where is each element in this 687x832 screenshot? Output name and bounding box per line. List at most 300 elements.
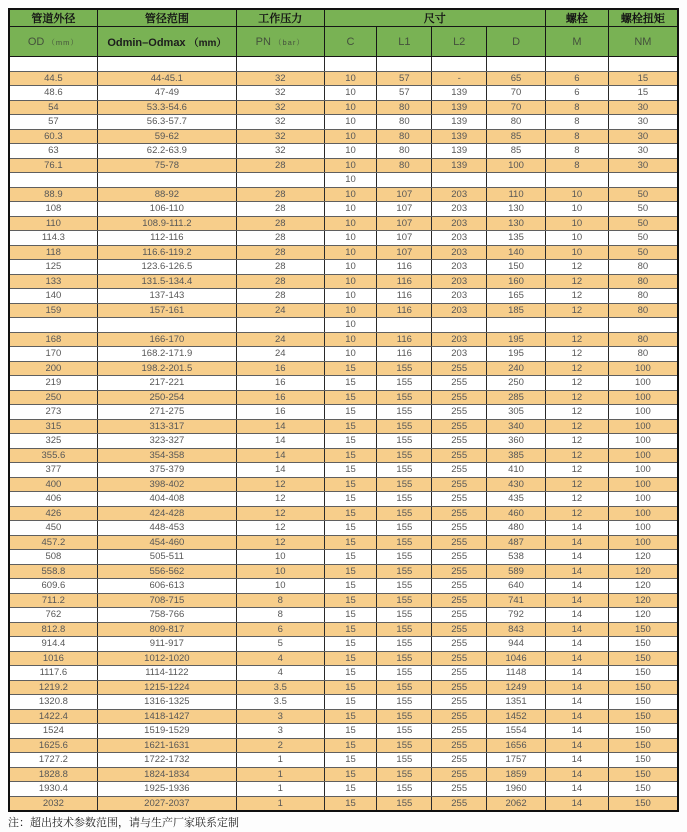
col-unit: （mm） [188,38,227,49]
table-cell: 426 [9,506,97,521]
table-cell: 155 [377,492,432,507]
table-cell: 100 [608,492,678,507]
table-row [9,550,678,565]
table-cell: 70 [487,86,546,101]
table-cell: 14 [545,767,608,782]
table-cell: 12 [545,376,608,391]
table-cell: 3 [236,724,324,739]
table-cell: 2027-2037 [97,796,236,811]
table-cell: 15 [324,448,377,463]
table-row [9,419,678,434]
table-cell [432,57,487,72]
table-cell: 155 [377,506,432,521]
table-cell: 150 [608,782,678,797]
table-cell [432,318,487,333]
table-cell: 12 [545,506,608,521]
table-cell: 44.5 [9,71,97,86]
table-cell: 12 [545,419,608,434]
table-cell: 6 [545,86,608,101]
table-cell: 85 [487,144,546,159]
table-cell: 10 [324,318,377,333]
table-cell: 140 [487,245,546,260]
table-cell: 457.2 [9,535,97,550]
col-label: Odmin–Odmax [107,37,186,49]
table-cell: 50 [608,231,678,246]
table-cell: 406 [9,492,97,507]
table-cell: 88.9 [9,187,97,202]
table-cell: 150 [608,680,678,695]
table-cell: 24 [236,303,324,318]
table-cell: 12 [545,463,608,478]
table-cell [97,173,236,188]
table-cell: 1519-1529 [97,724,236,739]
table-cell: 155 [377,521,432,536]
table-cell: 30 [608,144,678,159]
table-cell: 30 [608,129,678,144]
table-cell: 135 [487,231,546,246]
table-cell: 10 [324,216,377,231]
table-cell: 14 [545,593,608,608]
col-header-odmin-odmax [97,27,236,57]
table-cell: 255 [432,521,487,536]
table-row [9,57,678,72]
table-cell: 14 [545,782,608,797]
table-cell: 812.8 [9,622,97,637]
table-cell: 100 [608,521,678,536]
table-cell: 200 [9,361,97,376]
table-row [9,564,678,579]
table-cell: 10 [324,274,377,289]
table-cell: 116 [377,303,432,318]
table-cell: 185 [487,303,546,318]
table-cell: 100 [608,448,678,463]
table-cell: 430 [487,477,546,492]
table-cell: 100 [487,158,546,173]
table-cell: 150 [608,651,678,666]
table-cell [487,173,546,188]
table-cell: 159 [9,303,97,318]
table-cell: 10 [324,144,377,159]
table-cell: 203 [432,260,487,275]
table-cell: 911-917 [97,637,236,652]
table-cell: 150 [487,260,546,275]
table-cell: 116.6-119.2 [97,245,236,260]
table-row [9,608,678,623]
table-cell: 219 [9,376,97,391]
table-cell: 255 [432,622,487,637]
table-cell: 10 [545,216,608,231]
table-cell: 155 [377,695,432,710]
table-cell: 24 [236,347,324,362]
table-cell: 150 [608,709,678,724]
table-cell: 255 [432,608,487,623]
header-group-bolt: 螺栓 [545,9,608,27]
table-cell: 1418-1427 [97,709,236,724]
table-cell: 139 [432,129,487,144]
table-row [9,405,678,420]
table-cell: 10 [545,231,608,246]
table-cell: 250-254 [97,390,236,405]
table-cell: 606-613 [97,579,236,594]
table-cell: 155 [377,796,432,811]
col-header-c [324,27,377,57]
table-cell: 1422.4 [9,709,97,724]
table-cell: 16 [236,376,324,391]
table-cell: 398-402 [97,477,236,492]
table-cell: 15 [324,405,377,420]
table-cell: 75-78 [97,158,236,173]
table-cell: 15 [324,521,377,536]
table-cell: 10 [236,550,324,565]
table-cell: 6 [545,71,608,86]
table-cell: 100 [608,419,678,434]
table-cell: 2032 [9,796,97,811]
table-cell: 15 [324,680,377,695]
table-cell: 80 [377,158,432,173]
table-cell: 14 [236,448,324,463]
table-cell: 255 [432,767,487,782]
table-cell: 139 [432,100,487,115]
table-cell: 15 [324,695,377,710]
table-cell: 15 [324,724,377,739]
table-cell: 1960 [487,782,546,797]
table-row [9,695,678,710]
table-cell: 16 [236,361,324,376]
table-cell: 255 [432,651,487,666]
header-group-working-pressure: 工作压力 [236,9,324,27]
table-cell: 460 [487,506,546,521]
table-cell: 28 [236,187,324,202]
table-row [9,593,678,608]
table-cell [236,57,324,72]
table-cell: 323-327 [97,434,236,449]
table-cell: 10 [324,173,377,188]
table-cell: 155 [377,651,432,666]
table-cell: 155 [377,434,432,449]
table-cell: 10 [545,202,608,217]
table-cell: 8 [545,129,608,144]
table-row [9,492,678,507]
table-cell: 150 [608,637,678,652]
table-cell: 100 [608,405,678,420]
table-row [9,463,678,478]
col-header-m [545,27,608,57]
table-cell: 313-317 [97,419,236,434]
table-cell: 155 [377,579,432,594]
table-cell: 1930.4 [9,782,97,797]
table-cell: 203 [432,332,487,347]
table-cell: 609.6 [9,579,97,594]
table-cell: 4 [236,666,324,681]
table-cell: 14 [545,709,608,724]
table-cell: 10 [324,86,377,101]
table-cell: 80 [377,144,432,159]
table-cell: 155 [377,419,432,434]
table-row [9,274,678,289]
table-cell: 12 [545,492,608,507]
table-cell: 30 [608,115,678,130]
table-cell: 155 [377,724,432,739]
table-cell: 53.3-54.6 [97,100,236,115]
table-cell: 325 [9,434,97,449]
table-cell: 107 [377,187,432,202]
table-cell: 12 [236,521,324,536]
table-cell: 155 [377,767,432,782]
table-row [9,521,678,536]
table-cell: 112-116 [97,231,236,246]
table-cell: 12 [545,332,608,347]
table-cell: 792 [487,608,546,623]
table-cell: - [432,71,487,86]
table-row [9,260,678,275]
table-cell: 120 [608,564,678,579]
col-label: M [572,35,582,48]
table-cell: 80 [608,332,678,347]
table-row [9,666,678,681]
table-cell: 32 [236,115,324,130]
table-row [9,158,678,173]
col-label: D [512,35,521,48]
table-cell: 155 [377,680,432,695]
table-cell: 1 [236,753,324,768]
table-cell: 556-562 [97,564,236,579]
table-cell: 14 [545,695,608,710]
table-cell: 8 [236,593,324,608]
table-cell: 255 [432,796,487,811]
table-cell: 255 [432,724,487,739]
table-cell: 12 [545,303,608,318]
table-cell: 8 [545,100,608,115]
table-cell: 944 [487,637,546,652]
table-cell: 155 [377,622,432,637]
table-row [9,477,678,492]
table-cell: 57 [377,71,432,86]
table-cell: 116 [377,347,432,362]
table-cell: 217-221 [97,376,236,391]
table-cell: 454-460 [97,535,236,550]
table-cell: 195 [487,347,546,362]
table-cell: 203 [432,245,487,260]
table-cell: 538 [487,550,546,565]
table-cell: 273 [9,405,97,420]
table-cell: 100 [608,376,678,391]
table-cell: 116 [377,289,432,304]
table-cell: 255 [432,709,487,724]
table-cell: 10 [324,245,377,260]
table-cell: 8 [236,608,324,623]
col-label: L2 [453,35,466,48]
table-cell: 10 [324,71,377,86]
table-cell: 250 [9,390,97,405]
table-cell: 155 [377,564,432,579]
table-cell: 1828.8 [9,767,97,782]
table-cell: 450 [9,521,97,536]
table-cell: 809-817 [97,622,236,637]
table-cell: 155 [377,550,432,565]
table-cell: 100 [608,434,678,449]
table-cell: 15 [324,579,377,594]
table-cell: 340 [487,419,546,434]
table-cell: 155 [377,390,432,405]
table-cell: 8 [545,158,608,173]
table-cell: 15 [324,666,377,681]
table-cell: 28 [236,245,324,260]
table-cell: 28 [236,216,324,231]
table-cell: 130 [487,216,546,231]
table-cell: 12 [545,448,608,463]
table-cell: 1148 [487,666,546,681]
table-cell: 198.2-201.5 [97,361,236,376]
table-cell: 195 [487,332,546,347]
table-cell: 1215-1224 [97,680,236,695]
table-cell: 14 [545,550,608,565]
table-cell: 155 [377,405,432,420]
table-row [9,579,678,594]
table-cell: 15 [324,709,377,724]
table-cell: 1 [236,796,324,811]
table-cell: 24 [236,332,324,347]
table-cell: 150 [608,724,678,739]
table-cell [9,173,97,188]
table-row [9,245,678,260]
table-cell: 107 [377,216,432,231]
table-row [9,767,678,782]
table-row [9,332,678,347]
table-cell: 15 [324,361,377,376]
table-cell [608,57,678,72]
table-cell: 107 [377,231,432,246]
col-unit: （bar） [274,37,305,47]
col-label: OD [27,35,45,48]
table-cell: 14 [545,680,608,695]
table-cell [487,318,546,333]
table-cell: 150 [608,666,678,681]
table-row [9,347,678,362]
table-cell: 14 [236,463,324,478]
table-cell: 1320.8 [9,695,97,710]
table-cell: 118 [9,245,97,260]
table-cell: 255 [432,419,487,434]
table-cell: 85 [487,129,546,144]
table-cell: 116 [377,260,432,275]
table-cell: 1859 [487,767,546,782]
table-cell: 12 [545,477,608,492]
table-cell: 50 [608,245,678,260]
table-cell: 12 [545,390,608,405]
col-header-d [487,27,546,57]
table-cell: 8 [545,115,608,130]
table-cell: 255 [432,564,487,579]
table-cell: 487 [487,535,546,550]
table-cell: 15 [324,622,377,637]
table-cell: 65 [487,71,546,86]
table-cell: 100 [608,506,678,521]
table-cell: 155 [377,738,432,753]
table-cell: 1 [236,767,324,782]
table-cell: 255 [432,782,487,797]
table-cell: 255 [432,361,487,376]
table-cell: 155 [377,463,432,478]
table-cell [545,173,608,188]
table-cell: 15 [608,86,678,101]
table-cell: 15 [324,593,377,608]
table-cell: 10 [324,129,377,144]
table-cell: 15 [324,492,377,507]
table-cell: 80 [608,303,678,318]
table-cell: 14 [545,579,608,594]
table-cell: 155 [377,782,432,797]
table-cell: 1452 [487,709,546,724]
table-cell: 150 [608,738,678,753]
table-cell: 255 [432,492,487,507]
table-cell: 100 [608,361,678,376]
col-unit: （mm） [47,37,79,47]
table-cell: 1621-1631 [97,738,236,753]
table-cell: 80 [608,289,678,304]
table-cell: 255 [432,579,487,594]
table-cell: 63 [9,144,97,159]
table-cell: 14 [545,796,608,811]
table-cell: 15 [324,738,377,753]
table-cell: 15 [608,71,678,86]
table-row [9,115,678,130]
table-cell: 133 [9,274,97,289]
table-cell: 1727.2 [9,753,97,768]
table-cell: 255 [432,695,487,710]
table-cell: 155 [377,448,432,463]
table-cell: 14 [545,608,608,623]
table-cell: 1757 [487,753,546,768]
footnote: 注：超出技术参数范围，请与生产厂家联系定制 [8,817,239,829]
table-cell: 15 [324,782,377,797]
table-cell: 150 [608,796,678,811]
table-cell: 155 [377,477,432,492]
table-row [9,622,678,637]
table-cell: 558.8 [9,564,97,579]
table-cell: 305 [487,405,546,420]
table-row [9,506,678,521]
table-cell: 15 [324,796,377,811]
table-cell: 10 [545,187,608,202]
table-cell: 400 [9,477,97,492]
table-cell: 1524 [9,724,97,739]
table-cell: 10 [324,347,377,362]
table-cell: 1351 [487,695,546,710]
table-cell: 30 [608,158,678,173]
table-row [9,71,678,86]
table-cell: 354-358 [97,448,236,463]
table-cell: 155 [377,637,432,652]
table-cell: 1625.6 [9,738,97,753]
table-cell: 255 [432,535,487,550]
table-cell: 6 [236,622,324,637]
table-cell: 10 [324,115,377,130]
table-cell: 10 [236,579,324,594]
table-cell: 44-45.1 [97,71,236,86]
table-cell: 708-715 [97,593,236,608]
table-cell: 12 [236,535,324,550]
table-cell: 8 [545,144,608,159]
table-cell: 355.6 [9,448,97,463]
table-cell: 448-453 [97,521,236,536]
table-cell: 80 [487,115,546,130]
table-cell: 5 [236,637,324,652]
table-cell: 255 [432,637,487,652]
table-cell [97,57,236,72]
table-cell: 10 [324,187,377,202]
table-cell: 14 [545,564,608,579]
table-cell: 255 [432,738,487,753]
